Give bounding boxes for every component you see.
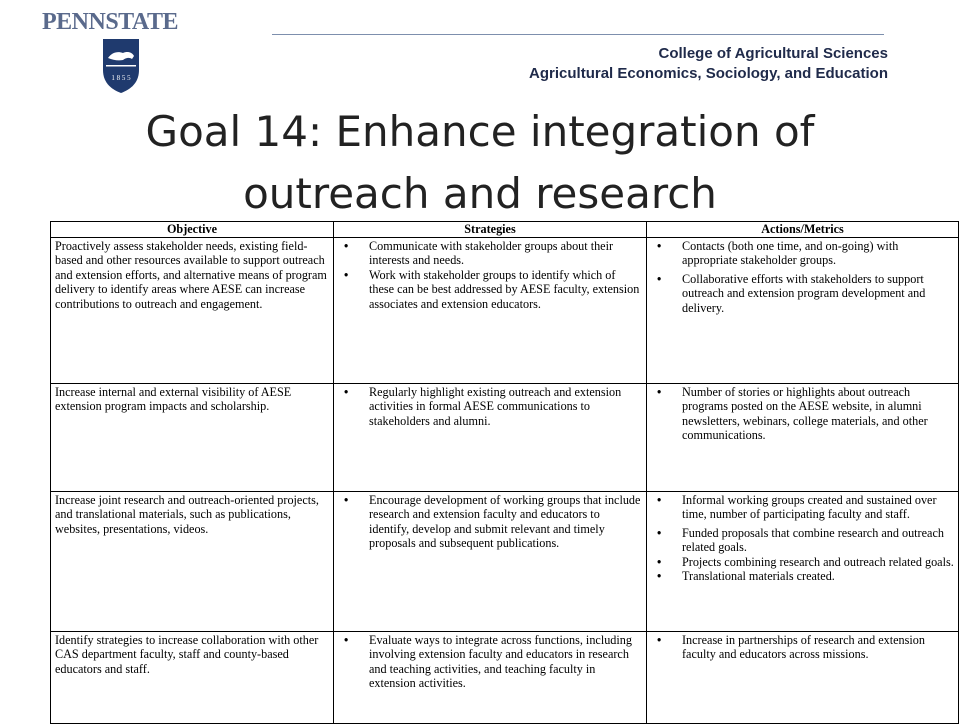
college-name: College of Agricultural Sciences (658, 45, 888, 62)
slide-title (0, 101, 960, 225)
header-rule (272, 34, 884, 35)
header-actions-metrics: Actions/Metrics (647, 222, 959, 238)
strategies-cell (334, 237, 647, 383)
actions-cell (647, 631, 959, 723)
objective-cell: Proactively assess stakeholder needs, existing field-based and other resources available to support outreach and extension efforts, and alternative means of program delivery to identify areas where AESE can increase contributions to outreach and engagement. (51, 237, 334, 383)
title-line-1: Goal 14: Enhance integration of (145, 107, 815, 156)
strategy-item: • Encourage development of working groups that include research and extension faculty and educators to identify, develop and submit relevant and timely proposals and subsequent publications. (338, 493, 642, 551)
actions-cell (647, 237, 959, 383)
strategies-cell (334, 383, 647, 491)
strategy-item: • Work with stakeholder groups to identify which of these can be best addressed by AESE faculty, extension associates and extension educators. (338, 268, 642, 312)
action-item: • Contacts (both one time, and on-going) with appropriate stakeholder groups. (651, 239, 954, 268)
penn-state-wordmark: PENNSTATE (42, 9, 178, 35)
header-strategies: Strategies (334, 222, 647, 238)
shield-year: 1 8 5 5 (111, 74, 131, 82)
table-row (51, 383, 959, 491)
strategy-item: • Communicate with stakeholder groups about their interests and needs. (338, 239, 642, 268)
action-item: • Increase in partnerships of research and extension faculty and educators across missions. (651, 633, 954, 662)
actions-cell (647, 383, 959, 491)
nittany-lion-shield-icon (102, 38, 140, 94)
action-item: • Number of stories or highlights about outreach programs posted on the AESE website, in alumni newsletters, webinars, college materials, and other communications. (651, 385, 954, 443)
strategies-cell (334, 631, 647, 723)
action-item: • Collaborative efforts with stakeholders to support outreach and extension program development and delivery. (651, 272, 954, 316)
objective-cell: Identify strategies to increase collaboration with other CAS department faculty, staff and county-based educators and staff. (51, 631, 334, 723)
action-item: • Projects combining research and outreach related goals. (651, 555, 954, 570)
college-header (529, 44, 888, 84)
action-item: • Translational materials created. (651, 569, 954, 584)
table-row (51, 491, 959, 631)
action-item: • Funded proposals that combine research and outreach related goals. (651, 526, 954, 555)
strategy-item: • Evaluate ways to integrate across functions, including involving extension faculty and educators in research and teaching activities, and teaching faculty in extension activities. (338, 633, 642, 691)
action-item: • Informal working groups created and sustained over time, number of participating faculty and staff. (651, 493, 954, 522)
penn-state-logo (42, 10, 192, 102)
objective-cell: Increase joint research and outreach-oriented projects, and translational materials, such as publications, websites, presentations, videos. (51, 491, 334, 631)
department-name: Agricultural Economics, Sociology, and Education (529, 65, 888, 82)
table-header-row (51, 222, 959, 238)
objective-cell: Increase internal and external visibility of AESE extension program impacts and scholarship. (51, 383, 334, 491)
header-objective: Objective (51, 222, 334, 238)
strategy-item: • Regularly highlight existing outreach and extension activities in formal AESE communications to stakeholders and alumni. (338, 385, 642, 429)
table-row (51, 631, 959, 723)
table-row (51, 237, 959, 383)
actions-cell (647, 491, 959, 631)
title-line-2: outreach and research (243, 169, 717, 218)
goal-table (50, 221, 959, 724)
strategies-cell (334, 491, 647, 631)
